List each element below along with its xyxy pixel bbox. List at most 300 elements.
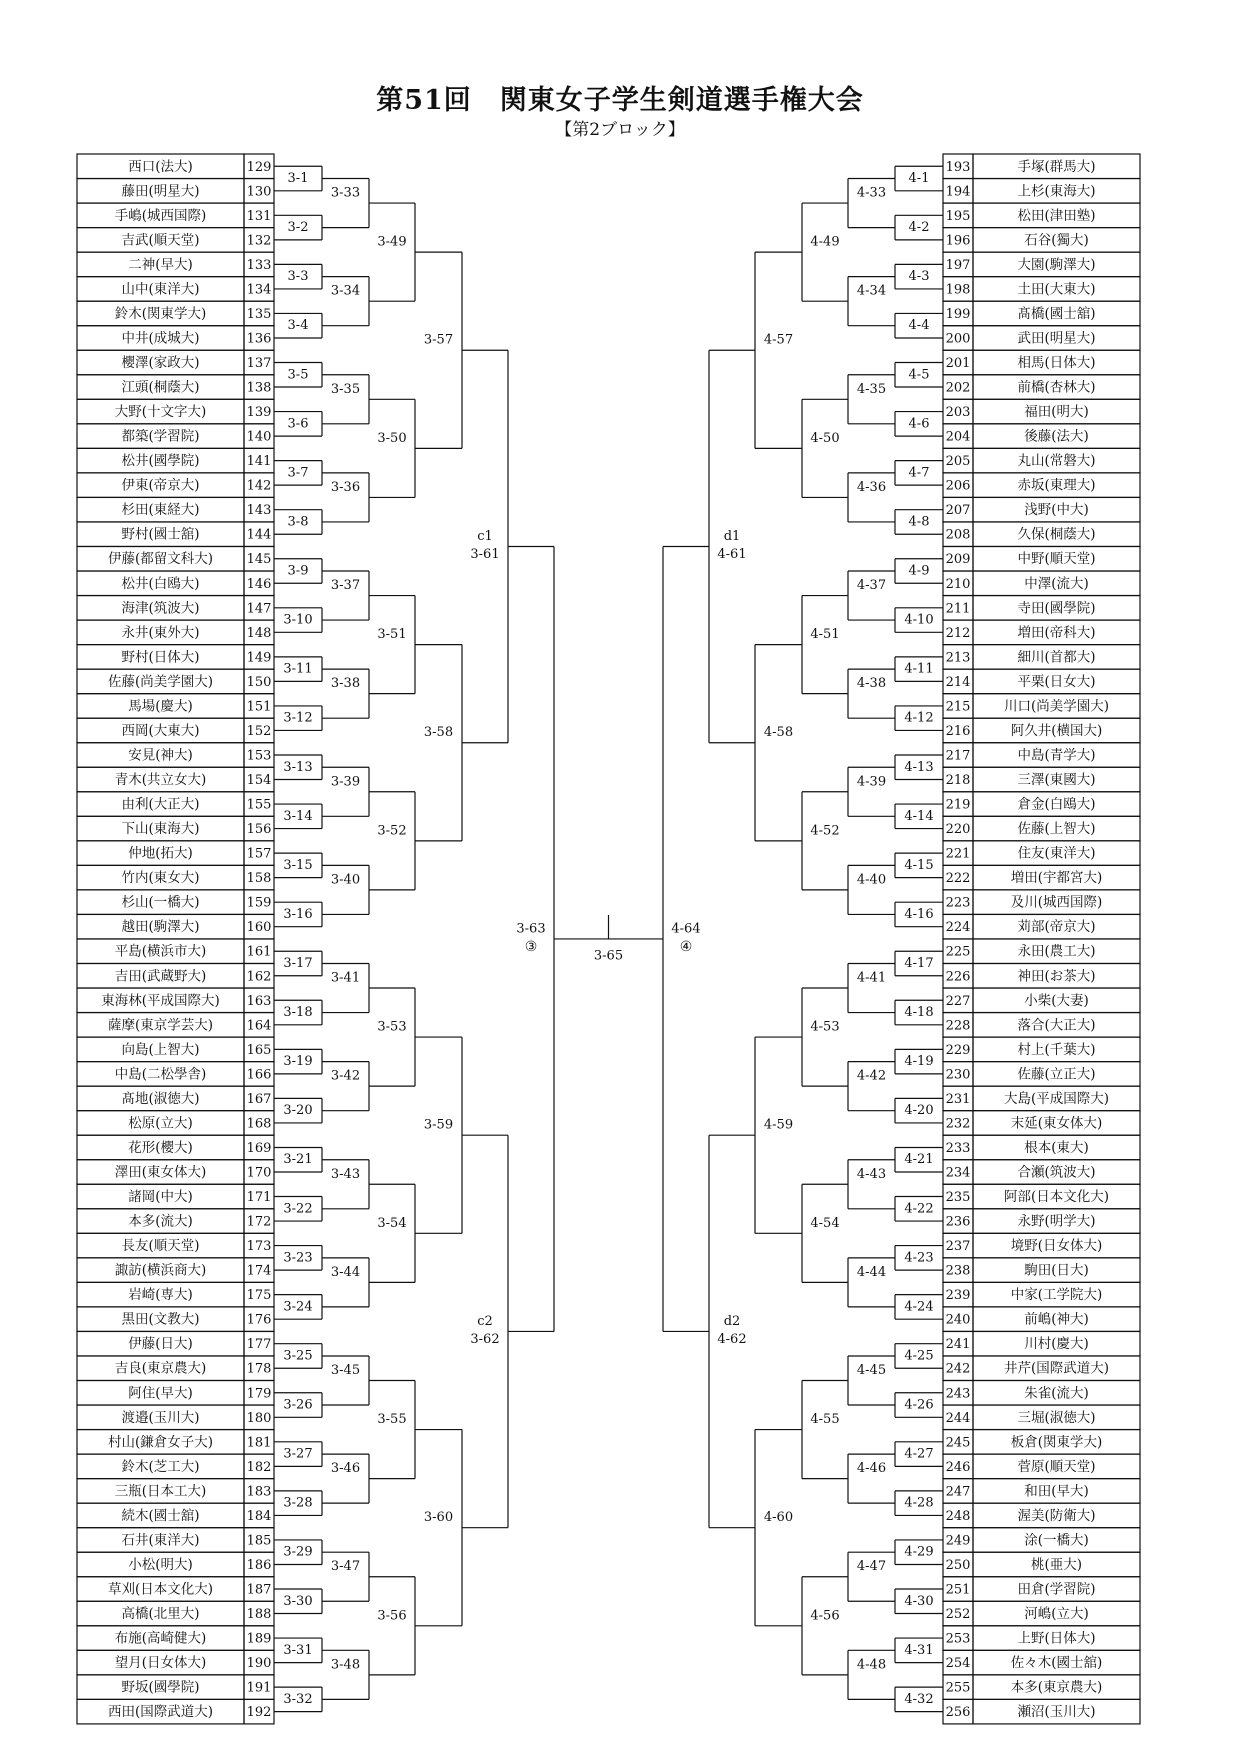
right-pool-label: d2	[723, 1313, 741, 1329]
right-player-name: 境野(日女体大)	[1010, 1238, 1103, 1255]
right-player-name: 合瀬(筑波大)	[1017, 1164, 1096, 1181]
left-player-name: 西田(国際武道大)	[107, 1704, 214, 1721]
left-player-seed: 192	[246, 1705, 272, 1721]
right-match-label: 4-31	[904, 1642, 934, 1658]
right-player-name: 増田(帝科大)	[1017, 624, 1096, 641]
right-player-name: 上杉(東海大)	[1017, 183, 1096, 200]
left-match-label: 3-39	[330, 774, 361, 790]
left-player-name: 松井(白鴎大)	[121, 575, 200, 592]
left-match-label: 3-29	[283, 1544, 313, 1560]
right-player-seed: 247	[945, 1484, 971, 1500]
left-player-seed: 155	[246, 797, 272, 813]
right-player-seed: 194	[945, 184, 971, 200]
left-match-label: 3-28	[283, 1495, 313, 1511]
right-player-seed: 218	[945, 773, 971, 789]
left-player-seed: 165	[246, 1042, 272, 1058]
right-match-label: 4-1	[908, 171, 930, 187]
right-player-seed: 204	[945, 429, 971, 445]
left-player-name: 中島(二松學舎)	[114, 1066, 207, 1083]
left-player-seed: 168	[246, 1116, 272, 1132]
left-player-seed: 177	[246, 1337, 272, 1353]
left-player-name: 手嶋(城西国際)	[114, 207, 207, 224]
right-match-label: 4-36	[856, 479, 887, 495]
left-player-name: 松井(國學院)	[121, 453, 200, 470]
left-player-name: 花形(櫻大)	[128, 1139, 193, 1156]
left-player-seed: 140	[246, 429, 272, 445]
right-match-label: 4-48	[856, 1657, 887, 1673]
right-player-seed: 250	[945, 1557, 971, 1573]
right-player-seed: 241	[945, 1337, 971, 1353]
right-player-name: 瀬沼(玉川大)	[1017, 1704, 1096, 1721]
right-match-label: 4-51	[810, 627, 840, 643]
left-player-seed: 146	[246, 576, 272, 592]
left-match-label: 3-27	[283, 1446, 313, 1462]
right-player-seed: 216	[945, 723, 971, 739]
left-player-seed: 145	[246, 552, 272, 568]
left-player-name: 向島(上智大)	[121, 1041, 200, 1058]
left-match-label: 3-32	[283, 1691, 313, 1707]
left-player-name: 西岡(大東大)	[121, 722, 200, 739]
left-player-name: 長友(順天堂)	[121, 1238, 200, 1255]
left-player-name: 黒田(文教大)	[121, 1311, 200, 1328]
right-player-seed: 240	[945, 1312, 971, 1328]
left-match-label: 3-58	[423, 725, 454, 741]
right-match-label: 4-40	[856, 872, 887, 888]
right-match-label: 4-42	[856, 1068, 887, 1084]
left-player-seed: 151	[246, 699, 272, 715]
left-player-name: 藤田(明星大)	[121, 183, 200, 200]
right-player-seed: 207	[945, 503, 971, 519]
left-player-name: 海津(筑波大)	[121, 600, 200, 617]
left-player-name: 石井(東洋大)	[121, 1532, 200, 1549]
left-player-name: 本多(流大)	[128, 1213, 193, 1230]
right-match-label: 4-44	[856, 1264, 887, 1280]
right-player-name: 中家(工学院大)	[1010, 1287, 1103, 1304]
left-player-name: 鈴木(関東学大)	[114, 305, 207, 322]
right-player-seed: 234	[945, 1165, 971, 1181]
left-match-label: 3-48	[330, 1657, 361, 1673]
right-player-seed: 243	[945, 1386, 971, 1402]
right-player-seed: 203	[945, 405, 971, 421]
left-player-name: 伊藤(日大)	[128, 1336, 193, 1353]
left-match-label: 3-25	[283, 1348, 313, 1364]
left-player-name: 阿住(早大)	[128, 1385, 193, 1402]
left-player-name: 大野(十文字大)	[114, 404, 207, 421]
left-player-seed: 171	[246, 1190, 272, 1206]
left-match-label: 3-7	[287, 465, 309, 481]
right-player-name: 前橋(杏林大)	[1017, 379, 1096, 396]
left-match-label: 3-63	[516, 921, 546, 937]
right-player-name: 田倉(学習院)	[1017, 1581, 1096, 1598]
left-player-seed: 191	[246, 1680, 272, 1696]
right-player-seed: 193	[945, 159, 971, 175]
right-player-name: 丸山(常磐大)	[1017, 453, 1096, 470]
right-match-label: 4-23	[904, 1250, 934, 1266]
left-player-seed: 149	[246, 650, 272, 666]
left-player-seed: 190	[246, 1656, 272, 1672]
left-player-seed: 131	[246, 208, 272, 224]
left-player-seed: 178	[246, 1361, 272, 1377]
right-player-seed: 222	[945, 871, 971, 887]
left-match-label: 3-24	[283, 1299, 313, 1315]
left-match-label: 3-40	[330, 872, 361, 888]
right-player-seed: 249	[945, 1533, 971, 1549]
right-match-label: 4-7	[908, 465, 930, 481]
left-player-seed: 147	[246, 601, 272, 617]
left-player-name: 吉田(武蔵野大)	[114, 968, 207, 985]
right-player-name: 土田(大東大)	[1017, 281, 1096, 298]
left-player-name: 下山(東海大)	[121, 821, 200, 838]
left-match-label: 3-1	[287, 171, 309, 187]
right-match-label: 4-3	[908, 269, 930, 285]
left-match-label: 3-5	[287, 367, 309, 383]
right-player-name: 菅原(順天堂)	[1017, 1458, 1096, 1475]
right-match-label: 4-22	[904, 1201, 934, 1217]
right-player-name: 佐々木(國士舘)	[1010, 1655, 1103, 1672]
right-match-label: 4-8	[908, 514, 930, 530]
left-player-name: 吉良(東京農大)	[114, 1360, 207, 1377]
left-match-label: 3-23	[283, 1250, 313, 1266]
right-player-name: 佐藤(立正大)	[1017, 1066, 1096, 1083]
right-player-seed: 214	[945, 674, 971, 690]
left-player-name: 諸岡(中大)	[128, 1189, 193, 1206]
page-title: 第51回 関東女子学生剣道選手権大会	[376, 85, 864, 116]
left-player-name: 仲地(拓大)	[128, 845, 193, 862]
right-match-label: 4-18	[904, 1005, 934, 1021]
left-pool-label: c2	[477, 1313, 493, 1329]
left-player-name: 杉山(一橋大)	[121, 894, 200, 911]
left-match-label: 3-6	[287, 416, 309, 432]
left-match-label: 3-38	[330, 676, 361, 692]
left-match-label: 3-34	[330, 283, 361, 299]
left-match-label: 3-19	[283, 1054, 313, 1070]
right-match-label: 4-2	[908, 220, 930, 236]
left-player-seed: 188	[246, 1607, 272, 1623]
right-match-label: 4-34	[856, 283, 887, 299]
right-player-name: 赤坂(東理大)	[1017, 477, 1096, 494]
left-player-seed: 158	[246, 871, 272, 887]
left-match-label: 3-33	[330, 185, 361, 201]
left-player-name: 由利(大正大)	[121, 796, 200, 813]
right-match-label: 4-26	[904, 1397, 934, 1413]
right-player-seed: 213	[945, 650, 971, 666]
block-subtitle: 【第2ブロック】	[555, 120, 685, 140]
left-player-name: 江頭(桐蔭大)	[121, 379, 200, 396]
right-player-seed: 208	[945, 527, 971, 543]
right-match-label: 4-61	[717, 546, 747, 562]
right-player-seed: 232	[945, 1116, 971, 1132]
left-match-label: 3-31	[283, 1642, 313, 1658]
left-player-name: 平島(横浜市大)	[114, 943, 207, 960]
right-player-seed: 199	[945, 306, 971, 322]
right-player-seed: 225	[945, 944, 971, 960]
left-match-label: 3-56	[377, 1608, 407, 1624]
left-match-label: 3-20	[283, 1103, 313, 1119]
right-match-label: 4-25	[904, 1348, 934, 1364]
left-player-name: 佐藤(尚美学園大)	[107, 673, 214, 690]
right-player-name: 福田(明大)	[1024, 404, 1089, 421]
right-player-name: 永田(農工大)	[1017, 943, 1096, 960]
left-player-seed: 169	[246, 1140, 272, 1156]
left-player-seed: 143	[246, 503, 272, 519]
left-match-label: 3-46	[330, 1461, 361, 1477]
left-player-seed: 139	[246, 405, 272, 421]
left-player-seed: 129	[246, 159, 272, 175]
left-player-seed: 164	[246, 1018, 272, 1034]
right-player-name: 本多(東京農大)	[1010, 1679, 1103, 1696]
left-player-seed: 137	[246, 356, 272, 372]
right-player-name: 大園(駒澤大)	[1017, 256, 1096, 273]
left-player-name: 渡邉(玉川大)	[121, 1409, 200, 1426]
left-player-seed: 167	[246, 1091, 272, 1107]
left-player-seed: 153	[246, 748, 272, 764]
left-player-seed: 187	[246, 1582, 272, 1598]
left-match-label: 3-30	[283, 1593, 313, 1609]
right-player-seed: 223	[945, 895, 971, 911]
right-player-seed: 196	[945, 233, 971, 249]
left-player-name: 馬場(慶大)	[128, 698, 193, 715]
right-player-seed: 221	[945, 846, 971, 862]
right-player-seed: 254	[945, 1656, 971, 1672]
right-player-name: 和田(早大)	[1024, 1483, 1089, 1500]
left-player-name: 杉田(東経大)	[121, 502, 200, 519]
right-player-seed: 220	[945, 822, 971, 838]
left-player-name: 永井(東外大)	[121, 624, 200, 641]
final-match-label: 3-65	[593, 948, 624, 964]
right-match-label: 4-49	[810, 234, 840, 250]
left-player-seed: 186	[246, 1557, 272, 1573]
right-player-seed: 200	[945, 331, 971, 347]
right-player-name: 住友(東洋大)	[1017, 845, 1096, 862]
right-match-label: 4-21	[904, 1152, 934, 1168]
left-match-label: 3-53	[377, 1019, 407, 1035]
right-match-label: 4-5	[908, 367, 930, 383]
right-player-seed: 235	[945, 1190, 971, 1206]
left-player-seed: 172	[246, 1214, 272, 1230]
left-match-label: 3-55	[377, 1412, 407, 1428]
left-match-label: 3-14	[283, 808, 313, 824]
right-player-name: 根本(東大)	[1024, 1139, 1089, 1156]
left-match-label: 3-4	[287, 318, 309, 334]
right-final-mark: ④	[679, 938, 693, 955]
left-match-label: 3-50	[377, 430, 407, 446]
left-player-name: 村山(鎌倉女子大)	[107, 1434, 214, 1451]
right-match-label: 4-33	[856, 185, 887, 201]
left-player-name: 都築(学習院)	[121, 428, 200, 445]
right-player-name: 大島(平成国際大)	[1003, 1090, 1110, 1107]
right-match-label: 4-35	[856, 381, 887, 397]
right-player-name: 細川(首都大)	[1017, 649, 1096, 666]
left-player-name: 安見(神大)	[128, 747, 193, 764]
right-player-name: 寺田(國學院)	[1017, 600, 1096, 617]
left-player-name: 竹内(東女大)	[121, 870, 200, 887]
left-player-name: 越田(駒澤大)	[121, 919, 200, 936]
right-match-label: 4-15	[904, 857, 934, 873]
left-player-name: 澤田(東女体大)	[114, 1164, 207, 1181]
right-player-seed: 245	[945, 1435, 971, 1451]
right-player-name: 阿部(日本文化大)	[1003, 1189, 1110, 1206]
right-player-name: 倉金(白鴎大)	[1017, 796, 1096, 813]
right-match-label: 4-52	[810, 823, 840, 839]
right-match-label: 4-19	[904, 1054, 934, 1070]
right-player-name: 苅部(帝京大)	[1017, 919, 1096, 936]
left-player-name: 二神(早大)	[128, 256, 193, 273]
right-player-seed: 215	[945, 699, 971, 715]
right-player-seed: 233	[945, 1140, 971, 1156]
right-player-name: 中野(順天堂)	[1017, 551, 1096, 568]
left-final-mark: ③	[524, 938, 538, 955]
left-player-name: 高橋(北里大)	[121, 1606, 200, 1623]
left-match-label: 3-11	[283, 661, 313, 677]
right-player-name: 渥美(防衛大)	[1017, 1507, 1096, 1524]
left-match-label: 3-61	[470, 546, 500, 562]
right-player-seed: 238	[945, 1263, 971, 1279]
left-match-label: 3-13	[283, 759, 313, 775]
right-match-label: 4-60	[763, 1510, 794, 1526]
right-match-label: 4-11	[904, 661, 934, 677]
right-player-seed: 244	[945, 1410, 971, 1426]
left-player-seed: 160	[246, 920, 272, 936]
right-player-name: 上野(日体大)	[1017, 1630, 1096, 1647]
left-player-name: 中井(成城大)	[121, 330, 200, 347]
left-player-seed: 189	[246, 1631, 272, 1647]
left-player-name: 鈴木(芝工大)	[121, 1458, 200, 1475]
right-match-label: 4-24	[904, 1299, 934, 1315]
left-player-name: 野村(日体大)	[121, 649, 200, 666]
right-player-name: 神田(お茶大)	[1017, 968, 1096, 985]
left-player-seed: 135	[246, 306, 272, 322]
left-match-label: 3-26	[283, 1397, 313, 1413]
right-player-seed: 248	[945, 1508, 971, 1524]
left-player-seed: 154	[246, 773, 272, 789]
right-match-label: 4-53	[810, 1019, 840, 1035]
left-player-seed: 182	[246, 1459, 272, 1475]
right-player-name: 三堀(淑徳大)	[1017, 1409, 1096, 1426]
right-match-label: 4-6	[908, 416, 930, 432]
left-player-seed: 163	[246, 993, 272, 1009]
left-player-seed: 134	[246, 282, 272, 298]
left-player-name: 布施(高崎健大)	[114, 1630, 207, 1647]
right-match-label: 4-16	[904, 906, 934, 922]
left-player-name: 東海林(平成国際大)	[101, 992, 220, 1009]
right-player-seed: 202	[945, 380, 971, 396]
right-player-name: 末延(東女体大)	[1010, 1115, 1103, 1132]
right-match-label: 4-4	[908, 318, 930, 334]
left-player-name: 山中(東洋大)	[121, 281, 200, 298]
left-match-label: 3-47	[330, 1559, 361, 1575]
right-player-seed: 224	[945, 920, 971, 936]
right-player-seed: 198	[945, 282, 971, 298]
left-player-seed: 159	[246, 895, 272, 911]
right-player-name: 井芹(国際武道大)	[1003, 1360, 1110, 1377]
right-match-label: 4-38	[856, 676, 887, 692]
right-player-seed: 210	[945, 576, 971, 592]
right-match-label: 4-56	[810, 1608, 840, 1624]
right-player-name: 後藤(法大)	[1024, 428, 1089, 445]
right-match-label: 4-46	[856, 1461, 887, 1477]
left-player-seed: 150	[246, 674, 272, 690]
right-player-seed: 231	[945, 1091, 971, 1107]
right-player-name: 増田(宇都宮大)	[1010, 870, 1103, 887]
right-player-name: 石谷(獨大)	[1024, 232, 1089, 249]
left-match-label: 3-3	[287, 269, 309, 285]
left-player-seed: 141	[246, 454, 272, 470]
left-match-label: 3-41	[330, 970, 361, 986]
left-player-name: 西口(法大)	[128, 158, 193, 175]
right-match-label: 4-17	[904, 955, 934, 971]
left-player-name: 続木(國士舘)	[121, 1507, 200, 1524]
right-player-name: 川口(尚美学園大)	[1003, 698, 1110, 715]
right-player-seed: 256	[945, 1705, 971, 1721]
left-match-label: 3-37	[330, 578, 361, 594]
left-player-seed: 181	[246, 1435, 272, 1451]
right-player-seed: 212	[945, 625, 971, 641]
left-player-name: 吉武(順天堂)	[121, 232, 200, 249]
right-player-seed: 195	[945, 208, 971, 224]
right-player-name: 桃(亜大)	[1030, 1556, 1083, 1573]
right-match-label: 4-47	[856, 1559, 887, 1575]
left-match-label: 3-21	[283, 1152, 313, 1168]
right-player-seed: 229	[945, 1042, 971, 1058]
right-player-name: 三澤(東國大)	[1017, 772, 1096, 789]
left-player-seed: 170	[246, 1165, 272, 1181]
right-player-name: 浅野(中大)	[1024, 502, 1089, 519]
left-match-label: 3-15	[283, 857, 313, 873]
left-player-seed: 161	[246, 944, 272, 960]
right-player-name: 相馬(日体大)	[1017, 355, 1096, 372]
left-match-label: 3-52	[377, 823, 407, 839]
left-player-seed: 179	[246, 1386, 272, 1402]
left-player-name: 青木(共立女大)	[114, 772, 207, 789]
left-player-seed: 162	[246, 969, 272, 985]
right-match-label: 4-28	[904, 1495, 934, 1511]
left-player-name: 伊藤(都留文科大)	[107, 551, 214, 568]
right-player-seed: 252	[945, 1607, 971, 1623]
left-match-label: 3-51	[377, 627, 407, 643]
left-match-label: 3-2	[287, 220, 309, 236]
right-match-label: 4-43	[856, 1166, 887, 1182]
right-match-label: 4-27	[904, 1446, 934, 1462]
left-match-label: 3-9	[287, 563, 309, 579]
right-player-seed: 237	[945, 1239, 971, 1255]
right-player-seed: 242	[945, 1361, 971, 1377]
right-player-name: 手塚(群馬大)	[1017, 158, 1096, 175]
left-pool-label: c1	[477, 528, 493, 544]
left-player-seed: 184	[246, 1508, 272, 1524]
right-player-seed: 230	[945, 1067, 971, 1083]
left-match-label: 3-36	[330, 479, 361, 495]
left-player-seed: 175	[246, 1288, 272, 1304]
left-player-name: 櫻澤(家政大)	[121, 355, 200, 372]
left-player-name: 岩崎(専大)	[128, 1287, 193, 1304]
left-player-seed: 132	[246, 233, 272, 249]
left-player-name: 小松(明大)	[128, 1556, 193, 1573]
left-player-name: 望月(日女体大)	[114, 1655, 207, 1672]
right-match-label: 4-59	[763, 1117, 794, 1133]
right-match-label: 4-20	[904, 1103, 934, 1119]
right-match-label: 4-62	[717, 1331, 747, 1347]
left-player-seed: 174	[246, 1263, 272, 1279]
right-player-name: 永野(明学大)	[1017, 1213, 1096, 1230]
left-match-label: 3-8	[287, 514, 309, 530]
right-player-name: 平栗(日女大)	[1017, 673, 1096, 690]
left-player-seed: 133	[246, 257, 272, 273]
right-match-label: 4-30	[904, 1593, 934, 1609]
right-player-name: 朱雀(流大)	[1024, 1385, 1089, 1402]
right-player-seed: 251	[945, 1582, 971, 1598]
left-match-label: 3-22	[283, 1201, 313, 1217]
left-match-label: 3-42	[330, 1068, 361, 1084]
